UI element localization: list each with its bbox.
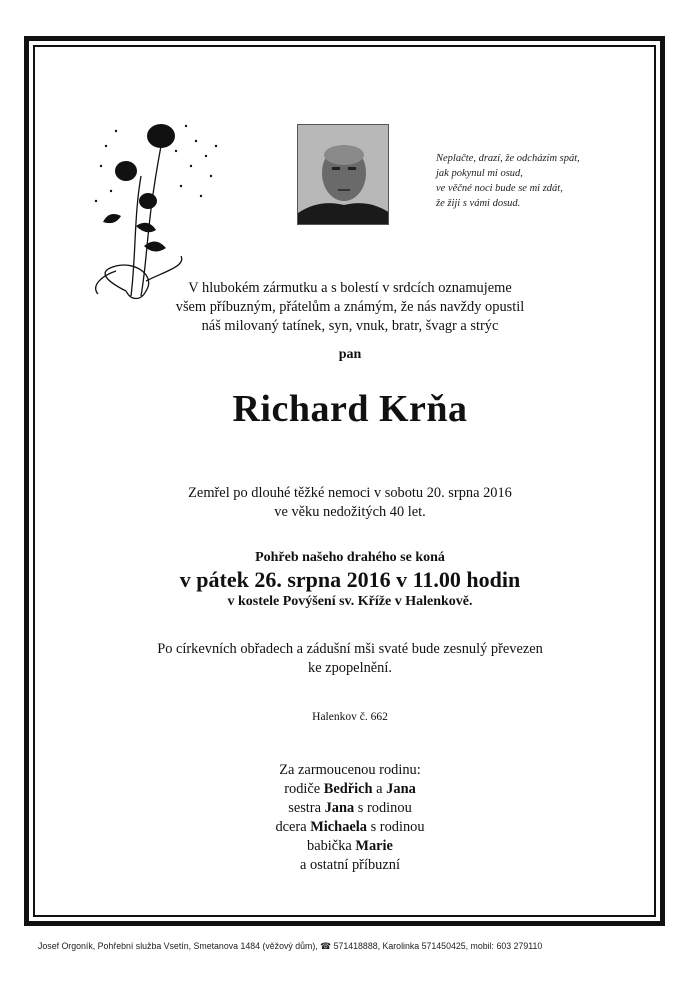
footer-phones: 571418888, Karolinka 571450425, mobil: 603 279110 — [333, 941, 543, 951]
death-line: Zemřel po dlouhé těžké nemoci v sobotu 20. srpna 2016 — [188, 485, 512, 501]
salutation: pan — [338, 347, 362, 362]
funeral-location: v kostele Povýšení sv. Kříže v Halenkově. — [227, 594, 473, 609]
parents-line — [200, 780, 500, 799]
deceased-name: Richard Krňa — [232, 388, 468, 430]
poem-line: jak pokynul mi osud, — [436, 168, 523, 179]
others-line: a ostatní příbuzní — [300, 857, 400, 873]
parents-prefix: rodiče — [284, 781, 321, 797]
grandma-prefix: babička — [307, 838, 352, 854]
family-signatures — [200, 761, 500, 875]
funeral-intro: Pohřeb našeho drahého se koná — [255, 550, 445, 565]
funeral-datetime: v pátek 26. srpna 2016 v 11.00 hodin — [179, 567, 521, 592]
parents-and: a — [376, 781, 383, 797]
death-info — [130, 484, 570, 522]
portrait-photo — [297, 124, 389, 225]
phone-icon: ☎ — [320, 941, 332, 951]
grandma-line — [200, 837, 500, 856]
mother-name: Jana — [386, 781, 416, 797]
sister-prefix: sestra — [288, 800, 321, 816]
family-heading: Za zarmoucenou rodinu: — [279, 762, 421, 778]
announcement-line: V hlubokém zármutku a s bolestí v srdcích oznamujeme — [188, 280, 512, 296]
cremation-line: Po církevních obřadech a zádušní mši svaté bude zesnulý převezen — [157, 641, 543, 657]
daughter-name: Michaela — [310, 819, 367, 835]
age-line: ve věku nedožitých 40 let. — [274, 504, 426, 520]
daughter-prefix: dcera — [275, 819, 307, 835]
daughter-line — [200, 818, 500, 837]
announcement-line: náš milovaný tatínek, syn, vnuk, bratr, švagr a strýc — [201, 318, 499, 334]
sister-suffix: s rodinou — [357, 800, 412, 816]
sister-line — [200, 799, 500, 818]
rose-decoration — [86, 106, 236, 306]
father-name: Bedřich — [323, 781, 373, 797]
poem-line: Neplačte, drazí, že odcházím spát, — [436, 153, 580, 164]
poem-line: ve věčné noci bude se mi zdát, — [436, 183, 563, 194]
cremation-note — [120, 640, 580, 678]
cremation-line: ke zpopelnění. — [308, 660, 392, 676]
announcement-text — [120, 279, 580, 336]
address: Halenkov č. 662 — [312, 711, 388, 723]
grandma-name: Marie — [355, 838, 393, 854]
announcement-line: všem příbuzným, přátelům a známým, že nás navždy opustil — [175, 299, 525, 315]
sister-name: Jana — [324, 800, 355, 816]
poem — [436, 151, 636, 211]
daughter-suffix: s rodinou — [370, 819, 425, 835]
poem-line: že žiji s vámi dosud. — [436, 198, 521, 209]
footer-company: Josef Orgoník, Pohřební služba Vsetín, Smetanova 1484 (věžový dům), — [38, 941, 318, 951]
portrait-image — [298, 125, 389, 225]
footer — [38, 941, 678, 952]
